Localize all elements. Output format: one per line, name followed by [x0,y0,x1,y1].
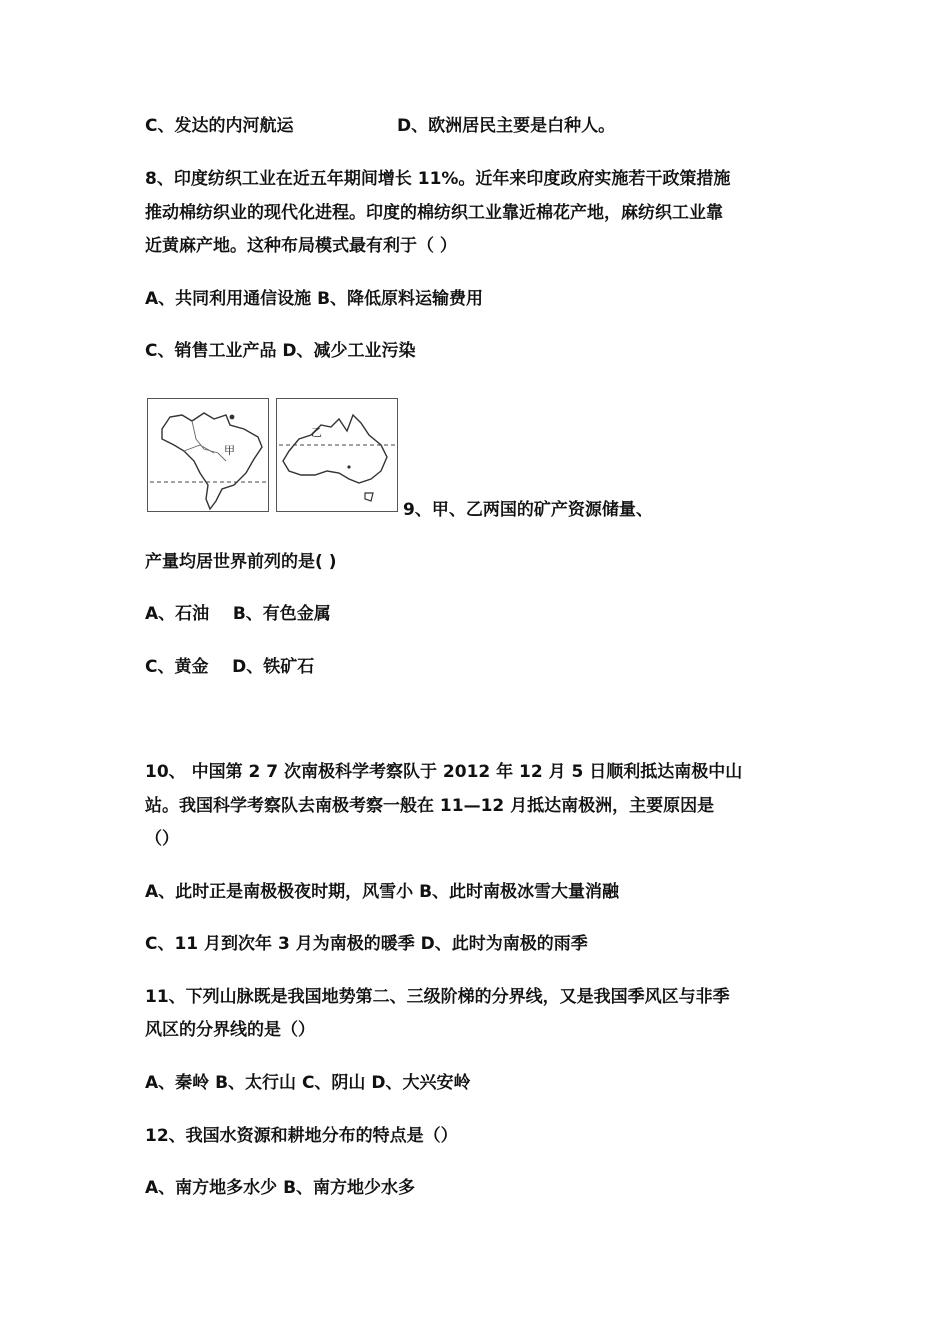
q10-options-cd: C、11 月到次年 3 月为南极的暖季 D、此时为南极的雨季 [145,934,588,954]
map-jia-south-america [147,398,269,512]
q11-stem-line2: 风区的分界线的是（） [145,1020,315,1040]
q11-stem-line1: 11、下列山脉既是我国地势第二、三级阶梯的分界线，又是我国季风区与非季 [145,987,730,1007]
q10-stem-line1: 10、 中国第 2 7 次南极科学考察队于 2012 年 12 月 5 日顺利抵达南极中山 [145,762,743,782]
q8-stem-line3: 近黄麻产地。这种布局模式最有利于（ ） [145,236,457,256]
q12-options-ab: A、南方地多水少 B、南方地少水多 [145,1178,416,1198]
q12-stem: 12、我国水资源和耕地分布的特点是（） [145,1126,458,1146]
q9-stem-part2: 产量均居世界前列的是( ) [145,552,337,572]
q9-options-ab: A、石油 B、有色金属 [145,604,331,624]
q11-options: A、秦岭 B、太行山 C、阴山 D、大兴安岭 [145,1073,471,1093]
south-america-map-icon [148,399,268,511]
q9-maps-figure [143,396,403,516]
q10-options-ab: A、此时正是南极极夜时期，风雪小 B、此时南极冰雪大量消融 [145,882,620,902]
q10-stem-line3: （） [145,829,179,849]
q7-option-d: D、欧洲居民主要是白种人。 [397,116,616,136]
australia-map-icon [277,399,397,511]
q7-options-row [145,110,815,143]
q8-stem-line1: 8、印度纺织工业在近五年期间增长 11%。近年来印度政府实施若干政策措施 [145,169,731,189]
q8-stem-line2: 推动棉纺织业的现代化进程。印度的棉纺织工业靠近棉花产地，麻纺织工业靠 [145,203,723,223]
map-yi-australia [276,398,398,512]
q9-options-cd: C、黄金 D、铁矿石 [145,657,315,677]
q10-stem-line2: 站。我国科学考察队去南极考察一般在 11—12 月抵达南极洲，主要原因是 [145,796,715,816]
q7-option-c: C、发达的内河航运 [145,116,294,136]
map-label-jia: 甲 [224,444,235,457]
q8-options-cd: C、销售工业产品 D、减少工业污染 [145,341,416,361]
map-label-yi: 乙 [311,426,322,439]
q8-options-ab: A、共同利用通信设施 B、降低原料运输费用 [145,289,484,309]
q9-stem-part1: 9、甲、乙两国的矿产资源储量、 [403,500,653,520]
